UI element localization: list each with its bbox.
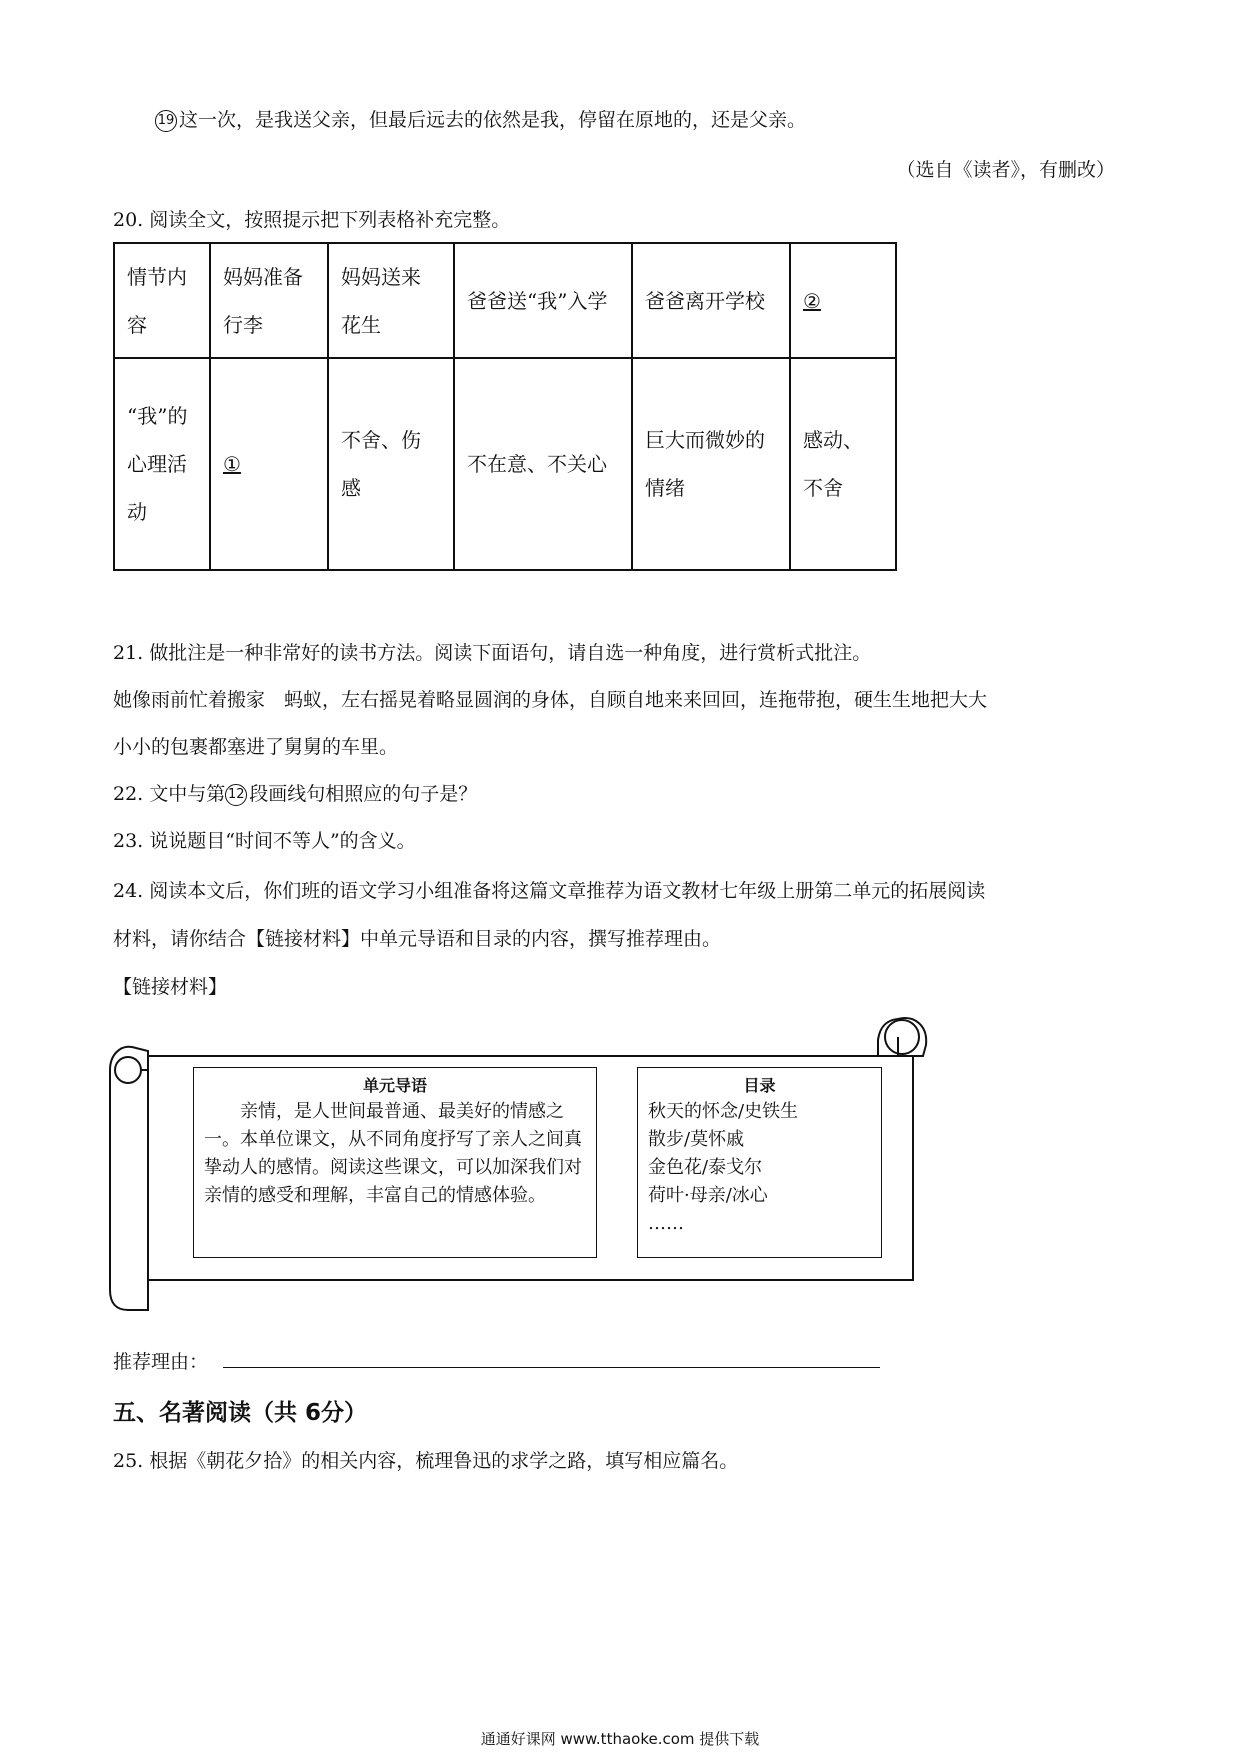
link-material-label: 【链接材料】: [113, 976, 228, 998]
table-cell: 情节内容: [114, 243, 210, 358]
recommend-reason-answer-line[interactable]: [223, 1367, 880, 1368]
table-cell: 妈妈准备行李: [210, 243, 328, 358]
recommend-reason-label: 推荐理由：: [113, 1351, 209, 1373]
toc-item: ……: [648, 1213, 684, 1234]
paragraph-text: 这一次，是我送父亲，但最后远去的依然是我，停留在原地的，还是父亲。: [179, 109, 807, 131]
question-24-line1: 24. 阅读本文后，你们班的语文学习小组准备将这篇文章推荐为语文教材七年级上册第二单元的拓展阅读: [113, 880, 986, 902]
section-5-heading: 五、名著阅读（共 6分）: [113, 1400, 368, 1426]
toc-item: 秋天的怀念/史铁生: [648, 1101, 799, 1122]
paragraph-number: 19: [155, 110, 177, 132]
toc-item: 散步/莫怀戚: [648, 1129, 745, 1150]
question-21-quote-line1: 她像雨前忙着搬家 蚂蚁，左右摇晃着略显圆润的身体，自顾自地来来回回，连拖带抱，硬生生地把大大: [113, 689, 988, 711]
toc-item: 金色花/泰戈尔: [648, 1157, 763, 1178]
question-24-line2: 材料，请你结合【链接材料】中单元导语和目录的内容，撰写推荐理由。: [113, 928, 722, 950]
table-cell: 爸爸离开学校: [632, 243, 790, 358]
paragraph-number: 12: [225, 784, 247, 806]
unit-guide-text: 亲情，是人世间最普通、最美好的情感之一。本单位课文，从不同角度抒写了亲人之间真挚动人的感情。阅读这些课文，可以加深我们对亲情的感受和理解，丰富自己的情感体验。: [204, 1101, 582, 1206]
table-cell: 不在意、不关心: [454, 358, 632, 570]
unit-guide-box: [193, 1067, 597, 1258]
table-cell: 爸爸送“我”入学: [454, 243, 632, 358]
question-20-prompt: 20. 阅读全文，按照提示把下列表格补充完整。: [113, 209, 511, 231]
table-cell-blank-1[interactable]: ①: [210, 358, 328, 570]
question-21-prompt: 21. 做批注是一种非常好的读书方法。阅读下面语句，请自选一种角度，进行赏析式批注。: [113, 642, 872, 664]
table-cell: 感动、不舍: [790, 358, 896, 570]
question-23: 23. 说说题目“时间不等人”的含义。: [113, 830, 416, 852]
unit-guide-title: 单元导语: [362, 1076, 427, 1095]
toc-title: 目录: [743, 1076, 776, 1095]
question-22: 22. 文中与第 12 段画线句相照应的句子是？: [113, 783, 478, 805]
table-of-contents-box: [637, 1067, 882, 1258]
table-cell-blank-2[interactable]: ②: [790, 243, 896, 358]
table-row: [114, 358, 896, 570]
footer-source: 通通好课网 www.tthaoke.com 提供下载: [480, 1730, 760, 1748]
plot-table: [113, 242, 897, 571]
toc-item: 荷叶·母亲/冰心: [648, 1185, 768, 1206]
paragraph-19: [155, 105, 806, 132]
table-row: [114, 243, 896, 358]
table-cell: 巨大而微妙的情绪: [632, 358, 790, 570]
source-citation: （选自《读者》，有删改）: [896, 159, 1115, 181]
table-cell: 妈妈送来花生: [328, 243, 454, 358]
table-cell: “我”的心理活动: [114, 358, 210, 570]
question-25: 25. 根据《朝花夕拾》的相关内容，梳理鲁迅的求学之路，填写相应篇名。: [113, 1450, 739, 1472]
table-cell: 不舍、伤感: [328, 358, 454, 570]
question-21-quote-line2: 小小的包裹都塞进了舅舅的车里。: [113, 736, 399, 758]
